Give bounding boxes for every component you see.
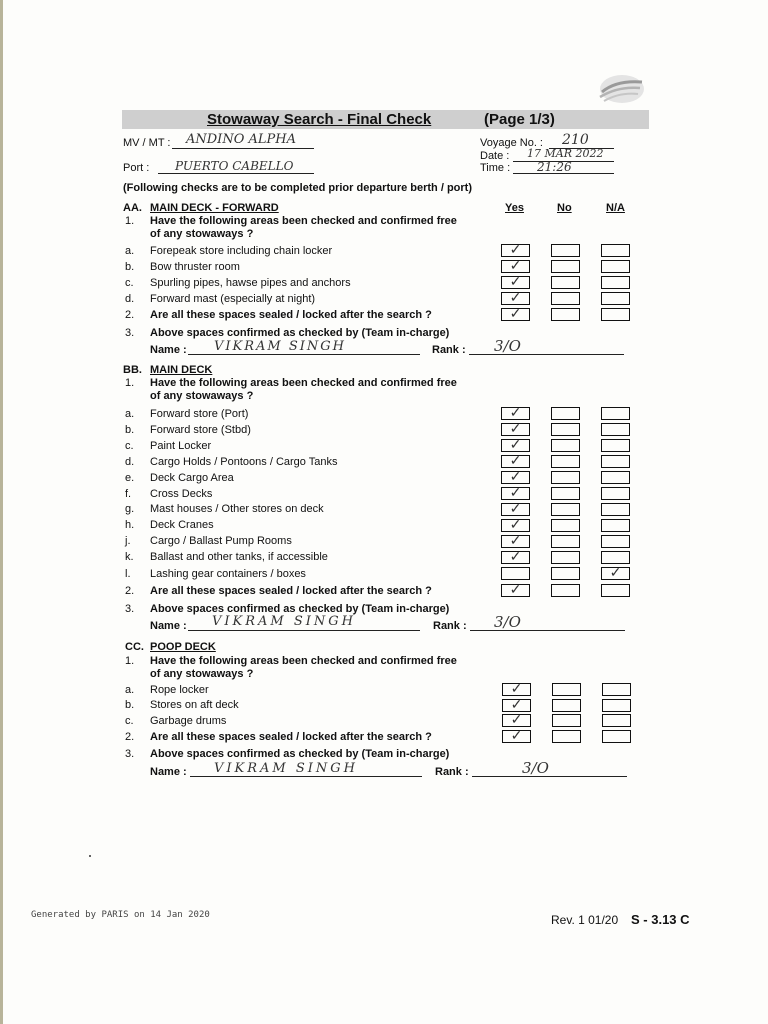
section-code: CC. bbox=[125, 641, 144, 653]
mv-label: MV / MT : bbox=[123, 137, 171, 149]
section-title: POOP DECK bbox=[150, 641, 216, 653]
item-label: Forepeak store including chain locker bbox=[150, 245, 333, 257]
no-checkbox[interactable] bbox=[552, 730, 581, 743]
no-checkbox[interactable] bbox=[551, 244, 580, 257]
item-letter: g. bbox=[125, 503, 135, 515]
item-label: Ballast and other tanks, if accessible bbox=[150, 551, 328, 563]
question-text-cont: of any stowaways ? bbox=[150, 390, 254, 402]
name-label: Name : bbox=[150, 620, 187, 632]
check-mark-icon: ✓ bbox=[510, 727, 523, 743]
col-yes-header: Yes bbox=[505, 202, 524, 214]
no-checkbox[interactable] bbox=[551, 455, 580, 468]
no-checkbox[interactable] bbox=[551, 519, 580, 532]
check-mark-icon: ✓ bbox=[509, 404, 522, 420]
sealed-question: Are all these spaces sealed / locked after the search ? bbox=[150, 309, 432, 321]
document-title: Stowaway Search - Final Check bbox=[207, 111, 432, 128]
rank-line bbox=[469, 354, 624, 355]
voyage-label: Voyage No. : bbox=[480, 137, 543, 149]
item-letter: f. bbox=[125, 488, 132, 500]
name-value: VIKRAM SINGH bbox=[214, 761, 358, 776]
check-mark-icon: ✓ bbox=[509, 289, 522, 305]
check-mark-icon: ✓ bbox=[509, 305, 522, 321]
check-mark-icon: ✓ bbox=[509, 241, 522, 257]
rank-label: Rank : bbox=[432, 344, 466, 356]
item-label: Stores on aft deck bbox=[150, 699, 239, 711]
company-logo-icon bbox=[596, 72, 646, 106]
check-mark-icon: ✓ bbox=[509, 273, 522, 289]
col-no-header: No bbox=[557, 202, 572, 214]
check-mark-icon: ✓ bbox=[509, 468, 522, 484]
yes-checkbox[interactable] bbox=[501, 567, 530, 580]
na-checkbox[interactable] bbox=[601, 584, 630, 597]
item-letter: d. bbox=[125, 456, 135, 468]
check-mark-icon: ✓ bbox=[509, 516, 522, 532]
port-label: Port : bbox=[123, 162, 150, 174]
no-checkbox[interactable] bbox=[551, 584, 580, 597]
confirmation-question: Above spaces confirmed as checked by (Team in-charge) bbox=[150, 603, 450, 615]
page-indicator: (Page 1/3) bbox=[484, 111, 555, 128]
mv-line bbox=[172, 148, 314, 149]
na-checkbox[interactable] bbox=[602, 683, 631, 696]
item-letter: c. bbox=[125, 440, 134, 452]
date-label: Date : bbox=[480, 150, 510, 162]
check-mark-icon: ✓ bbox=[509, 257, 522, 273]
section-code: BB. bbox=[123, 364, 142, 376]
item-label: Forward store (Stbd) bbox=[150, 424, 251, 436]
na-checkbox[interactable] bbox=[601, 519, 630, 532]
no-checkbox[interactable] bbox=[551, 567, 580, 580]
yes-checkbox[interactable] bbox=[502, 727, 531, 743]
na-checkbox[interactable] bbox=[601, 244, 630, 257]
question-text: Have the following areas been checked and confirmed free bbox=[150, 655, 457, 667]
question-number: 2. bbox=[125, 731, 135, 743]
na-checkbox[interactable] bbox=[601, 439, 630, 452]
na-checkbox[interactable] bbox=[601, 276, 630, 289]
na-checkbox[interactable] bbox=[601, 535, 630, 548]
item-label: Spurling pipes, hawse pipes and anchors bbox=[150, 277, 351, 289]
rank-label: Rank : bbox=[433, 620, 467, 632]
item-label: Garbage drums bbox=[150, 715, 227, 727]
check-mark-icon: ✓ bbox=[509, 581, 522, 597]
item-label: Forward store (Port) bbox=[150, 408, 249, 420]
na-checkbox[interactable] bbox=[601, 423, 630, 436]
na-checkbox[interactable] bbox=[601, 564, 630, 580]
section-title: MAIN DECK bbox=[150, 364, 213, 376]
item-label: Bow thruster room bbox=[150, 261, 240, 273]
na-checkbox[interactable] bbox=[601, 260, 630, 273]
na-checkbox[interactable] bbox=[601, 487, 630, 500]
revision-label: Rev. 1 01/20 bbox=[551, 913, 619, 927]
date-value: 17 MAR 2022 bbox=[527, 147, 604, 160]
question-number: 2. bbox=[125, 309, 135, 321]
item-letter: l. bbox=[125, 568, 131, 580]
na-checkbox[interactable] bbox=[601, 308, 630, 321]
check-mark-icon: ✓ bbox=[609, 564, 622, 580]
no-checkbox[interactable] bbox=[551, 407, 580, 420]
item-label: Deck Cranes bbox=[150, 519, 214, 531]
check-mark-icon: ✓ bbox=[509, 452, 522, 468]
no-checkbox[interactable] bbox=[551, 535, 580, 548]
question-number: 3. bbox=[125, 748, 135, 760]
form-code: S - 3.13 C bbox=[631, 912, 690, 927]
check-mark-icon: ✓ bbox=[509, 548, 522, 564]
rank-value: 3/O bbox=[494, 613, 521, 631]
instruction-text: (Following checks are to be completed prior departure berth / port) bbox=[123, 182, 472, 194]
question-number: 2. bbox=[125, 585, 135, 597]
item-letter: a. bbox=[125, 408, 135, 420]
na-checkbox[interactable] bbox=[601, 455, 630, 468]
question-number: 1. bbox=[125, 377, 135, 389]
item-letter: a. bbox=[125, 684, 135, 696]
no-checkbox[interactable] bbox=[551, 471, 580, 484]
confirmation-question: Above spaces confirmed as checked by (Team in-charge) bbox=[150, 748, 450, 760]
question-text: Have the following areas been checked and confirmed free bbox=[150, 215, 457, 227]
item-letter: k. bbox=[125, 551, 134, 563]
mv-value: ANDINO ALPHA bbox=[186, 132, 296, 147]
item-label: Cargo Holds / Pontoons / Cargo Tanks bbox=[150, 456, 338, 468]
question-number: 1. bbox=[125, 655, 135, 667]
item-label: Mast houses / Other stores on deck bbox=[150, 503, 324, 515]
na-checkbox[interactable] bbox=[601, 407, 630, 420]
sealed-question: Are all these spaces sealed / locked after the search ? bbox=[150, 585, 432, 597]
item-letter: e. bbox=[125, 472, 135, 484]
item-letter: h. bbox=[125, 519, 135, 531]
no-checkbox[interactable] bbox=[551, 423, 580, 436]
question-number: 1. bbox=[125, 215, 135, 227]
question-text-cont: of any stowaways ? bbox=[150, 228, 254, 240]
name-value: VIKRAM SINGH bbox=[214, 339, 346, 354]
confirmation-question: Above spaces confirmed as checked by (Team in-charge) bbox=[150, 327, 450, 339]
item-label: Paint Locker bbox=[150, 440, 212, 452]
scan-left-edge bbox=[0, 0, 3, 1024]
section-code: AA. bbox=[123, 202, 142, 214]
name-label: Name : bbox=[150, 766, 187, 778]
item-label: Lashing gear containers / boxes bbox=[150, 568, 306, 580]
no-checkbox[interactable] bbox=[551, 292, 580, 305]
sealed-question: Are all these spaces sealed / locked after the search ? bbox=[150, 731, 432, 743]
item-letter: c. bbox=[125, 715, 134, 727]
port-value: PUERTO CABELLO bbox=[175, 159, 294, 173]
no-checkbox[interactable] bbox=[551, 260, 580, 273]
col-na-header: N/A bbox=[606, 202, 625, 214]
yes-checkbox[interactable] bbox=[501, 581, 530, 597]
yes-checkbox[interactable] bbox=[501, 548, 530, 564]
na-checkbox[interactable] bbox=[602, 730, 631, 743]
item-label: Forward mast (especially at night) bbox=[150, 293, 316, 305]
check-mark-icon: ✓ bbox=[510, 680, 523, 696]
item-label: Deck Cargo Area bbox=[150, 472, 234, 484]
no-checkbox[interactable] bbox=[551, 503, 580, 516]
name-line bbox=[188, 630, 420, 631]
item-letter: j. bbox=[125, 535, 131, 547]
no-checkbox[interactable] bbox=[551, 308, 580, 321]
item-letter: b. bbox=[125, 424, 135, 436]
item-letter: c. bbox=[125, 277, 134, 289]
item-letter: d. bbox=[125, 293, 135, 305]
check-mark-icon: ✓ bbox=[509, 484, 522, 500]
question-text-cont: of any stowaways ? bbox=[150, 668, 254, 680]
generated-note: Generated by PARIS on 14 Jan 2020 bbox=[31, 910, 210, 920]
no-checkbox[interactable] bbox=[551, 439, 580, 452]
item-letter: b. bbox=[125, 261, 135, 273]
na-checkbox[interactable] bbox=[601, 503, 630, 516]
no-checkbox[interactable] bbox=[551, 487, 580, 500]
check-mark-icon: ✓ bbox=[510, 696, 523, 712]
name-label: Name : bbox=[150, 344, 187, 356]
section-title: MAIN DECK - FORWARD bbox=[150, 202, 279, 214]
question-text: Have the following areas been checked and confirmed free bbox=[150, 377, 457, 389]
voyage-value: 210 bbox=[562, 132, 589, 148]
rank-label: Rank : bbox=[435, 766, 469, 778]
rank-value: 3/O bbox=[494, 337, 521, 355]
time-label: Time : bbox=[480, 162, 511, 174]
no-checkbox[interactable] bbox=[551, 551, 580, 564]
rank-value: 3/O bbox=[522, 759, 549, 777]
check-mark-icon: ✓ bbox=[509, 500, 522, 516]
item-label: Cross Decks bbox=[150, 488, 213, 500]
time-value: 21:26 bbox=[537, 160, 572, 174]
item-label: Rope locker bbox=[150, 684, 209, 696]
check-mark-icon: ✓ bbox=[510, 711, 523, 727]
question-number: 3. bbox=[125, 327, 135, 339]
na-checkbox[interactable] bbox=[601, 292, 630, 305]
na-checkbox[interactable] bbox=[601, 471, 630, 484]
item-label: Cargo / Ballast Pump Rooms bbox=[150, 535, 292, 547]
no-checkbox[interactable] bbox=[552, 683, 581, 696]
question-number: 3. bbox=[125, 603, 135, 615]
item-letter: b. bbox=[125, 699, 135, 711]
check-mark-icon: ✓ bbox=[509, 436, 522, 452]
item-letter: a. bbox=[125, 245, 135, 257]
no-checkbox[interactable] bbox=[552, 699, 581, 712]
yes-checkbox[interactable] bbox=[501, 305, 530, 321]
rank-line bbox=[472, 776, 627, 777]
na-checkbox[interactable] bbox=[602, 699, 631, 712]
scan-speck bbox=[89, 855, 91, 857]
no-checkbox[interactable] bbox=[552, 714, 581, 727]
check-mark-icon: ✓ bbox=[509, 420, 522, 436]
name-value: VIKRAM SINGH bbox=[212, 614, 356, 629]
na-checkbox[interactable] bbox=[602, 714, 631, 727]
no-checkbox[interactable] bbox=[551, 276, 580, 289]
check-mark-icon: ✓ bbox=[509, 532, 522, 548]
